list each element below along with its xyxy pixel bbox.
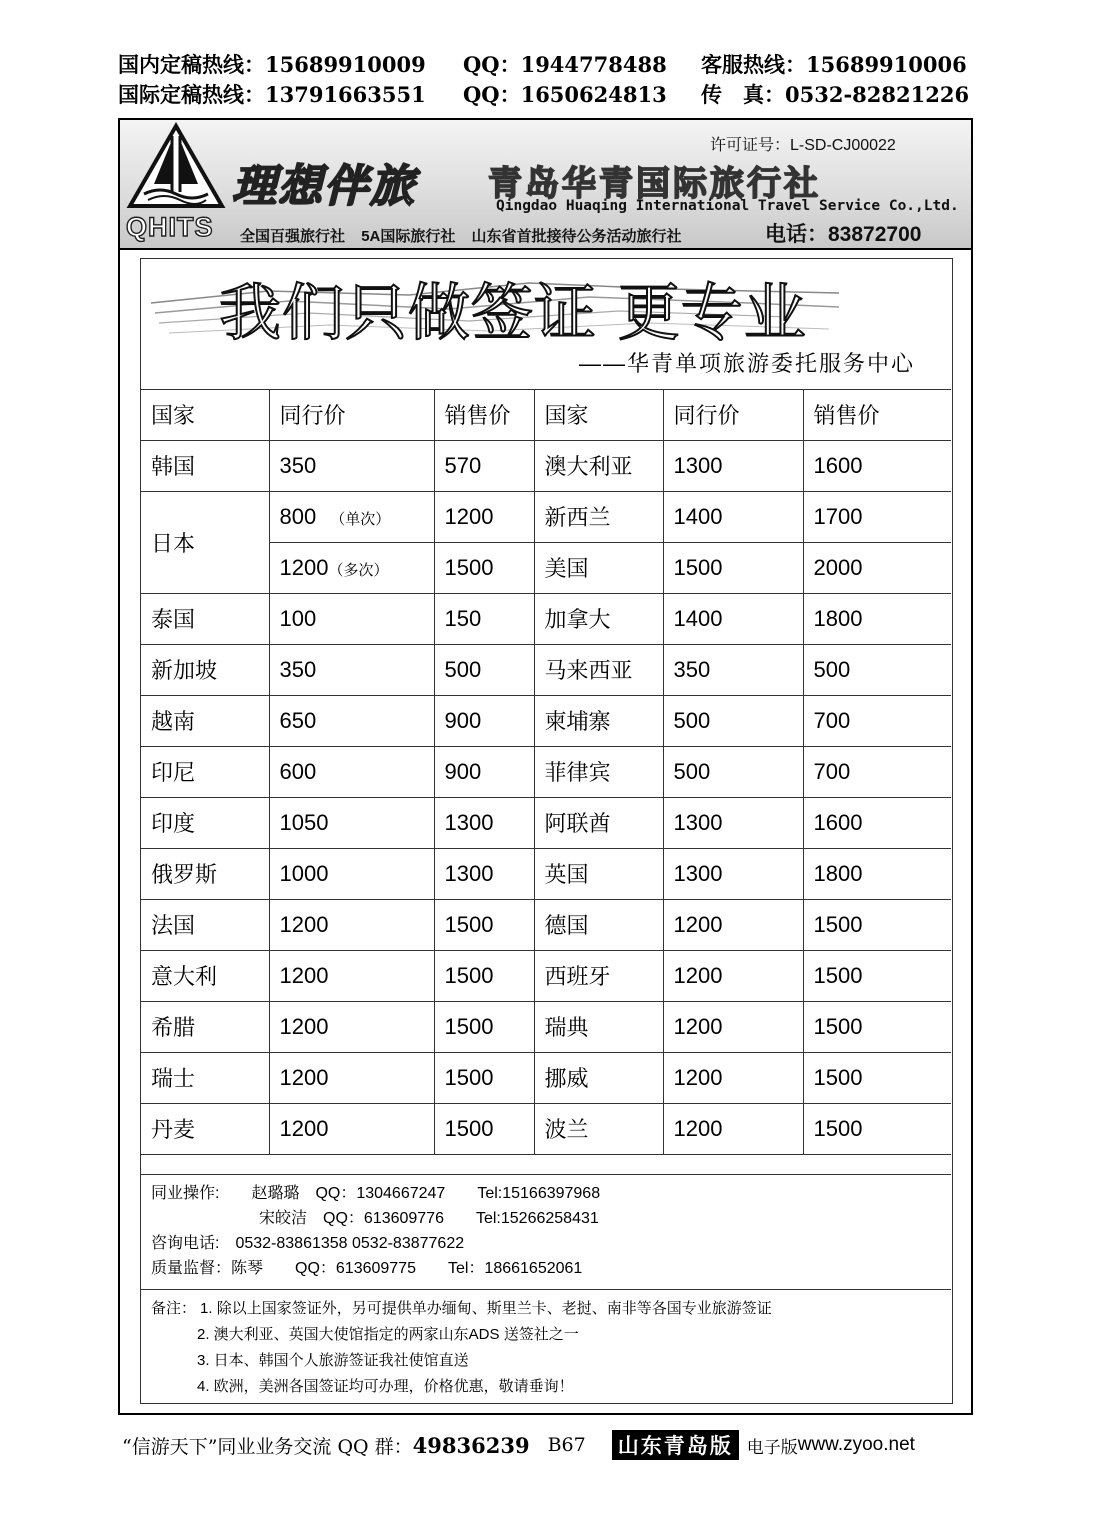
headline: 我们只做签证 更专业 xyxy=(219,276,807,349)
trade-price-cell: 500 xyxy=(663,746,803,797)
license-number: 许可证号：L-SD-CJ00022 xyxy=(710,137,896,154)
sale-price-cell: 900 xyxy=(434,695,534,746)
sale-price-cell: 1500 xyxy=(434,542,534,593)
page-code: B67 xyxy=(547,1434,586,1456)
table-row xyxy=(141,440,951,491)
sale-price-cell: 1500 xyxy=(434,1052,534,1103)
visa-price-table xyxy=(141,389,951,1155)
country-cell: 波兰 xyxy=(534,1103,663,1154)
company-phone: 电话：83872700 xyxy=(765,223,922,246)
sale-price-cell: 900 xyxy=(434,746,534,797)
trade-price-cell: 1200 xyxy=(663,1103,803,1154)
table-row xyxy=(141,593,951,644)
service-hotline: 客服热线：15689910006 xyxy=(701,52,967,77)
consult-phone: 咨询电话: 0532-83861358 0532-83877622 xyxy=(151,1235,465,1252)
country-cell: 印尼 xyxy=(141,746,269,797)
remark-item: 4. 欧洲，美洲各国签证均可办理，价格优惠，敬请垂询！ xyxy=(197,1378,574,1395)
logo-wordmark: QHITS xyxy=(126,212,214,242)
country-cell: 新西兰 xyxy=(534,491,663,542)
table-row xyxy=(141,797,951,848)
table-row xyxy=(141,1103,951,1154)
sale-price-cell: 1600 xyxy=(803,797,951,848)
headline-box xyxy=(141,259,951,390)
sale-price-cell: 1500 xyxy=(803,1052,951,1103)
quality-supervisor: 质量监督：陈琴 QQ：613609775 Tel：18661652061 xyxy=(151,1260,583,1277)
tag-5a: 5A国际旅行社 xyxy=(361,228,456,245)
country-cell: 瑞士 xyxy=(141,1052,269,1103)
epaper-label: 电子版 xyxy=(746,1437,798,1458)
country-cell: 澳大利亚 xyxy=(534,440,663,491)
domestic-qq: QQ：1944778488 xyxy=(463,52,667,77)
country-cell: 越南 xyxy=(141,695,269,746)
trade-price-cell: 1200 xyxy=(269,950,434,1001)
sale-price-cell: 1500 xyxy=(803,1103,951,1154)
table-row xyxy=(141,1001,951,1052)
international-hotline: 国际定稿热线：13791663551 xyxy=(118,82,426,107)
remarks: 备注： 1. 除以上国家签证外，另可提供单办缅甸、斯里兰卡、老挝、南非等各国专业旅游签证 2. 澳大利亚、英国大使馆指定的两家山东ADS 送签社之一 3. 日本、韩国个人旅游签证我社使馆直送 4. 欧洲，美洲各国签证均可办理，价格优惠，敬请垂询！ xyxy=(141,1290,951,1400)
header-trade-price: 同行价 xyxy=(663,389,803,440)
trade-price-cell: 1200 xyxy=(269,1052,434,1103)
sale-price-cell: 150 xyxy=(434,593,534,644)
visa-panel xyxy=(140,258,953,1404)
trade-price-cell: 1300 xyxy=(663,440,803,491)
sale-price-cell: 1800 xyxy=(803,848,951,899)
trade-price-cell: 1200 xyxy=(269,1001,434,1052)
country-cell: 日本 xyxy=(141,491,269,593)
sale-price-cell: 1300 xyxy=(434,848,534,899)
hotline-block xyxy=(118,50,978,110)
trade-price-cell: 1000 xyxy=(269,848,434,899)
country-cell: 加拿大 xyxy=(534,593,663,644)
table-header-row xyxy=(141,389,951,440)
entry-type-note: （单次） xyxy=(330,510,391,528)
price-rows xyxy=(141,593,951,1154)
company-banner xyxy=(120,120,971,250)
header-sale-price: 销售价 xyxy=(803,389,951,440)
header-trade-price: 同行价 xyxy=(269,389,434,440)
sailboat-logo-icon xyxy=(126,122,226,214)
price-value: 1200 xyxy=(279,554,329,580)
sale-price-cell: 1500 xyxy=(434,1001,534,1052)
trade-price-cell: 1200 xyxy=(663,899,803,950)
sale-price-cell: 2000 xyxy=(803,542,951,593)
header-country: 国家 xyxy=(141,389,269,440)
sale-price-cell: 500 xyxy=(803,644,951,695)
sale-price-cell: 700 xyxy=(803,695,951,746)
trade-price-cell xyxy=(269,491,434,542)
trade-price-cell: 1300 xyxy=(663,848,803,899)
country-cell: 新加坡 xyxy=(141,644,269,695)
brand-slogan: 理想伴旅 xyxy=(232,161,416,212)
sale-price-cell: 570 xyxy=(434,440,534,491)
table-row xyxy=(141,1052,951,1103)
footer xyxy=(122,1430,915,1460)
trade-price-cell: 500 xyxy=(663,695,803,746)
country-cell: 阿联酋 xyxy=(534,797,663,848)
company-tags xyxy=(240,225,694,246)
country-cell: 俄罗斯 xyxy=(141,848,269,899)
sale-price-cell: 1500 xyxy=(434,1103,534,1154)
trade-price-cell: 1400 xyxy=(663,491,803,542)
country-cell: 菲律宾 xyxy=(534,746,663,797)
trade-price-cell: 1050 xyxy=(269,797,434,848)
country-cell: 美国 xyxy=(534,542,663,593)
trade-price-cell: 350 xyxy=(663,644,803,695)
table-row xyxy=(141,491,951,542)
group-qq: 49836239 xyxy=(412,1432,530,1458)
remark-item: 2. 澳大利亚、英国大使馆指定的两家山东ADS 送签社之一 xyxy=(197,1326,579,1343)
trade-price-cell: 1200 xyxy=(269,899,434,950)
trade-price-cell: 1200 xyxy=(269,1103,434,1154)
trade-price-cell xyxy=(269,542,434,593)
sale-price-cell: 1200 xyxy=(434,491,534,542)
sale-price-cell: 1500 xyxy=(803,950,951,1001)
trade-price-cell: 1500 xyxy=(663,542,803,593)
sale-price-cell: 500 xyxy=(434,644,534,695)
country-cell: 希腊 xyxy=(141,1001,269,1052)
sale-price-cell: 1600 xyxy=(803,440,951,491)
trade-price-cell: 350 xyxy=(269,644,434,695)
header-country: 国家 xyxy=(534,389,663,440)
hotline-row-2 xyxy=(118,80,978,110)
country-cell: 德国 xyxy=(534,899,663,950)
country-cell: 意大利 xyxy=(141,950,269,1001)
remark-item: 3. 日本、韩国个人旅游签证我社使馆直送 xyxy=(197,1352,469,1369)
remarks-label: 备注 xyxy=(151,1300,182,1317)
trade-price-cell: 1400 xyxy=(663,593,803,644)
trade-price-cell: 600 xyxy=(269,746,434,797)
trade-price-cell: 650 xyxy=(269,695,434,746)
trade-price-cell: 1200 xyxy=(663,1052,803,1103)
country-cell: 法国 xyxy=(141,899,269,950)
website-link[interactable]: www.zyoo.net xyxy=(797,1434,915,1455)
sale-price-cell: 1500 xyxy=(434,950,534,1001)
international-qq: QQ：1650624813 xyxy=(463,82,667,107)
sale-price-cell: 1500 xyxy=(434,899,534,950)
trade-price-cell: 1200 xyxy=(663,1001,803,1052)
trade-price-cell: 350 xyxy=(269,440,434,491)
sale-price-cell: 1500 xyxy=(803,899,951,950)
country-cell: 韩国 xyxy=(141,440,269,491)
contact-info xyxy=(141,1174,951,1290)
table-row xyxy=(141,899,951,950)
hotline-row-1 xyxy=(118,50,978,80)
country-cell: 印度 xyxy=(141,797,269,848)
fax-number: 传 真：0532-82821226 xyxy=(701,82,970,107)
country-cell: 英国 xyxy=(534,848,663,899)
sale-price-cell: 700 xyxy=(803,746,951,797)
trade-operator-2: 宋皎洁 QQ：613609776 Tel:15266258431 xyxy=(259,1210,599,1227)
country-cell: 瑞典 xyxy=(534,1001,663,1052)
trade-price-cell: 100 xyxy=(269,593,434,644)
trade-price-cell: 1300 xyxy=(663,797,803,848)
entry-type-note: （多次） xyxy=(328,561,389,579)
sale-price-cell: 1800 xyxy=(803,593,951,644)
table-row xyxy=(141,950,951,1001)
trade-operator-1: 同业操作: 赵璐璐 QQ：1304667247 Tel:15166397968 xyxy=(151,1185,601,1202)
price-value: 800 xyxy=(279,503,317,529)
domestic-hotline: 国内定稿热线：15689910009 xyxy=(118,52,426,77)
table-row xyxy=(141,746,951,797)
tag-top100: 全国百强旅行社 xyxy=(240,228,346,245)
header-sale-price: 销售价 xyxy=(434,389,534,440)
sale-price-cell: 1300 xyxy=(434,797,534,848)
sale-price-cell: 1700 xyxy=(803,491,951,542)
trade-price-cell: 1200 xyxy=(663,950,803,1001)
table-row xyxy=(141,848,951,899)
group-label: “信游天下”同业业务交流 QQ 群： xyxy=(122,1435,413,1458)
company-name-cn: 青岛华青国际旅行社 xyxy=(488,164,821,204)
country-cell: 马来西亚 xyxy=(534,644,663,695)
company-name-en: Qingdao Huaqing International Travel Service Co.,Ltd. xyxy=(496,198,959,214)
sale-price-cell: 1500 xyxy=(803,1001,951,1052)
remark-item: 1. 除以上国家签证外，另可提供单办缅甸、斯里兰卡、老挝、南非等各国专业旅游签证 xyxy=(200,1300,772,1317)
country-cell: 挪威 xyxy=(534,1052,663,1103)
tag-official: 山东省首批接待公务活动旅行社 xyxy=(471,228,682,245)
country-cell: 泰国 xyxy=(141,593,269,644)
country-cell: 柬埔寨 xyxy=(534,695,663,746)
edition-badge: 山东青岛版 xyxy=(612,1430,739,1460)
country-cell: 西班牙 xyxy=(534,950,663,1001)
table-row xyxy=(141,695,951,746)
subheadline: ——华青单项旅游委托服务中心 xyxy=(579,351,916,376)
table-row xyxy=(141,644,951,695)
country-cell: 丹麦 xyxy=(141,1103,269,1154)
